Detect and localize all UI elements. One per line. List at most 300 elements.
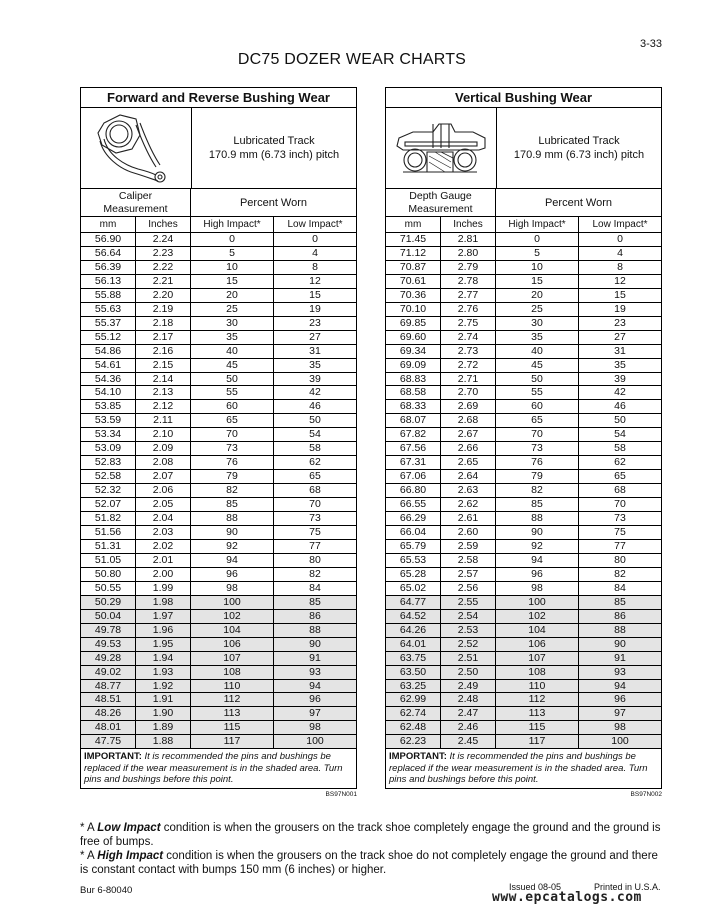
cell-inches: 2.71 xyxy=(441,373,496,386)
percent-worn-header: Percent Worn xyxy=(544,196,613,209)
cell-mm: 54.61 xyxy=(81,359,136,372)
table-row xyxy=(386,638,661,652)
cell-high-impact: 70 xyxy=(496,428,579,441)
cell-high-impact: 96 xyxy=(191,568,274,581)
footnotes xyxy=(80,821,665,877)
right-chart-panel xyxy=(385,87,662,798)
pitch-label: 170.9 mm (6.73 inch) pitch xyxy=(513,149,645,161)
cell-high-impact: 82 xyxy=(191,484,274,497)
cell-high-impact: 85 xyxy=(191,498,274,511)
cell-mm: 64.01 xyxy=(386,638,441,651)
cell-high-impact: 98 xyxy=(191,582,274,595)
table-row xyxy=(386,652,661,666)
cell-low-impact: 54 xyxy=(614,428,626,441)
caliper-on-bushing-icon xyxy=(90,111,182,185)
cell-mm: 53.09 xyxy=(81,442,136,455)
printed-location: Printed in U.S.A. xyxy=(594,882,661,892)
cell-high-impact: 60 xyxy=(496,400,579,413)
cell-low-impact: 27 xyxy=(614,330,626,343)
cell-mm: 65.79 xyxy=(386,540,441,553)
table-row xyxy=(81,596,356,610)
table-row xyxy=(81,652,356,666)
cell-high-impact: 20 xyxy=(191,289,274,302)
cell-inches: 2.17 xyxy=(136,331,191,344)
cell-mm: 48.26 xyxy=(81,707,136,720)
cell-high-impact: 112 xyxy=(496,693,579,706)
page-title: DC75 DOZER WEAR CHARTS xyxy=(237,51,467,68)
cell-low-impact: 62 xyxy=(309,456,321,469)
cell-high-impact: 55 xyxy=(496,386,579,399)
table-row xyxy=(81,526,356,540)
cell-mm: 66.29 xyxy=(386,512,441,525)
table-row xyxy=(386,554,661,568)
cell-inches: 2.10 xyxy=(136,428,191,441)
column-header-high-impact: High Impact* xyxy=(191,217,274,232)
cell-mm: 50.04 xyxy=(81,610,136,623)
cell-high-impact: 110 xyxy=(496,680,579,693)
column-header-mm: mm xyxy=(81,217,136,232)
table-row xyxy=(81,456,356,470)
cell-high-impact: 117 xyxy=(191,735,274,748)
cell-inches: 2.46 xyxy=(441,721,496,734)
cell-high-impact: 113 xyxy=(496,707,579,720)
cell-high-impact: 45 xyxy=(191,359,274,372)
cell-high-impact: 5 xyxy=(191,247,274,260)
cell-inches: 2.08 xyxy=(136,456,191,469)
cell-low-impact: 93 xyxy=(614,665,626,678)
measurement-label: Measurement xyxy=(103,203,168,215)
cell-low-impact: 100 xyxy=(306,735,324,748)
cell-low-impact: 86 xyxy=(614,609,626,622)
cell-mm: 63.75 xyxy=(386,652,441,665)
cell-high-impact: 102 xyxy=(191,610,274,623)
cell-mm: 50.29 xyxy=(81,596,136,609)
table-row xyxy=(81,345,356,359)
vertical-bushing-wear-table xyxy=(385,87,662,789)
cell-inches: 2.19 xyxy=(136,303,191,316)
cell-low-impact: 0 xyxy=(312,233,318,245)
cell-inches: 2.66 xyxy=(441,442,496,455)
cell-inches: 2.47 xyxy=(441,707,496,720)
cell-low-impact: 50 xyxy=(614,414,626,427)
cell-high-impact: 92 xyxy=(191,540,274,553)
cell-inches: 2.57 xyxy=(441,568,496,581)
cell-mm: 56.39 xyxy=(81,261,136,274)
cell-mm: 62.48 xyxy=(386,721,441,734)
cell-high-impact: 10 xyxy=(496,261,579,274)
cell-mm: 64.52 xyxy=(386,610,441,623)
cell-high-impact: 117 xyxy=(496,735,579,748)
cell-mm: 69.60 xyxy=(386,331,441,344)
table-row xyxy=(386,610,661,624)
cell-high-impact: 113 xyxy=(191,707,274,720)
cell-low-impact: 94 xyxy=(309,679,321,692)
cell-mm: 56.13 xyxy=(81,275,136,288)
table-row xyxy=(386,456,661,470)
bushing-wear-table xyxy=(80,87,357,789)
cell-mm: 70.36 xyxy=(386,289,441,302)
table-body xyxy=(386,233,661,749)
cell-low-impact: 68 xyxy=(309,484,321,497)
cell-mm: 52.58 xyxy=(81,470,136,483)
cell-inches: 2.53 xyxy=(441,624,496,637)
cell-low-impact: 98 xyxy=(614,721,626,734)
cell-mm: 51.05 xyxy=(81,554,136,567)
cell-low-impact: 62 xyxy=(614,456,626,469)
track-type-label: Lubricated Track xyxy=(538,135,620,147)
measurement-type-label: Depth Gauge xyxy=(409,190,472,202)
table-row xyxy=(81,512,356,526)
low-impact-definition: condition is when the grousers on the track shoe completely engage the ground and the ground is free of bumps. xyxy=(80,822,661,848)
cell-high-impact: 65 xyxy=(496,414,579,427)
table-row xyxy=(81,275,356,289)
cell-low-impact: 96 xyxy=(614,693,626,706)
cell-low-impact: 35 xyxy=(614,358,626,371)
cell-low-impact: 31 xyxy=(614,344,626,357)
table-row xyxy=(81,693,356,707)
table-row xyxy=(386,666,661,680)
column-header-inches: Inches xyxy=(136,217,191,232)
cell-mm: 68.83 xyxy=(386,373,441,386)
table-row xyxy=(386,289,661,303)
cell-mm: 70.10 xyxy=(386,303,441,316)
cell-low-impact: 85 xyxy=(309,595,321,608)
cell-mm: 67.31 xyxy=(386,456,441,469)
cell-inches: 2.73 xyxy=(441,345,496,358)
cell-inches: 2.56 xyxy=(441,582,496,595)
cell-low-impact: 73 xyxy=(614,512,626,525)
depth-gauge-on-track-icon xyxy=(393,118,489,178)
important-label: IMPORTANT: xyxy=(84,751,142,763)
cell-inches: 2.16 xyxy=(136,345,191,358)
column-header-inches: Inches xyxy=(441,217,496,232)
watermark: www.epcatalogs.com xyxy=(492,890,642,905)
cell-low-impact: 50 xyxy=(309,414,321,427)
table-row xyxy=(386,400,661,414)
table-row xyxy=(81,247,356,261)
cell-mm: 48.01 xyxy=(81,721,136,734)
cell-low-impact: 94 xyxy=(614,679,626,692)
table-row xyxy=(81,261,356,275)
table-row xyxy=(386,247,661,261)
column-header-low-impact: Low Impact* xyxy=(287,219,343,230)
cell-low-impact: 68 xyxy=(614,484,626,497)
cell-low-impact: 4 xyxy=(617,246,623,259)
cell-high-impact: 73 xyxy=(496,442,579,455)
cell-inches: 2.45 xyxy=(441,735,496,748)
cell-mm: 53.34 xyxy=(81,428,136,441)
table-row xyxy=(386,303,661,317)
cell-inches: 2.06 xyxy=(136,484,191,497)
column-header-low-impact: Low Impact* xyxy=(592,219,648,230)
table-row xyxy=(81,666,356,680)
cell-mm: 71.45 xyxy=(386,233,441,246)
cell-low-impact: 98 xyxy=(309,721,321,734)
cell-high-impact: 30 xyxy=(496,317,579,330)
track-type-label: Lubricated Track xyxy=(233,135,315,147)
low-impact-term: Low Impact xyxy=(97,822,161,834)
cell-low-impact: 31 xyxy=(309,344,321,357)
cell-inches: 1.93 xyxy=(136,666,191,679)
cell-low-impact: 15 xyxy=(309,288,321,301)
cell-inches: 2.04 xyxy=(136,512,191,525)
cell-low-impact: 84 xyxy=(309,581,321,594)
cell-inches: 1.90 xyxy=(136,707,191,720)
high-impact-term: High Impact xyxy=(97,850,164,862)
table-row xyxy=(81,386,356,400)
cell-inches: 2.69 xyxy=(441,400,496,413)
cell-high-impact: 82 xyxy=(496,484,579,497)
cell-mm: 47.75 xyxy=(81,735,136,748)
cell-low-impact: 90 xyxy=(309,637,321,650)
cell-low-impact: 23 xyxy=(309,316,321,329)
cell-mm: 65.53 xyxy=(386,554,441,567)
cell-inches: 2.13 xyxy=(136,386,191,399)
cell-inches: 2.03 xyxy=(136,526,191,539)
important-note xyxy=(81,749,356,788)
cell-high-impact: 15 xyxy=(191,275,274,288)
cell-high-impact: 70 xyxy=(191,428,274,441)
cell-inches: 2.61 xyxy=(441,512,496,525)
cell-inches: 2.72 xyxy=(441,359,496,372)
cell-low-impact: 8 xyxy=(312,260,318,273)
cell-inches: 2.05 xyxy=(136,498,191,511)
cell-low-impact: 80 xyxy=(614,553,626,566)
important-note xyxy=(386,749,661,788)
table-row xyxy=(386,596,661,610)
cell-high-impact: 25 xyxy=(191,303,274,316)
table-row xyxy=(81,414,356,428)
table-row xyxy=(81,359,356,373)
figure-code: BS97N001 xyxy=(325,790,357,798)
table-row xyxy=(81,303,356,317)
cell-high-impact: 100 xyxy=(191,596,274,609)
cell-low-impact: 4 xyxy=(312,246,318,259)
cell-low-impact: 73 xyxy=(309,512,321,525)
cell-mm: 69.09 xyxy=(386,359,441,372)
cell-low-impact: 19 xyxy=(309,302,321,315)
table-row xyxy=(81,624,356,638)
high-impact-definition: condition is when the grousers on the track shoe do not completely engage the ground and there is constant contact with bumps 150 mm (6 inches) or higher. xyxy=(80,850,658,876)
cell-inches: 2.64 xyxy=(441,470,496,483)
table-row xyxy=(386,707,661,721)
table-row xyxy=(81,400,356,414)
cell-low-impact: 12 xyxy=(309,274,321,287)
table-row xyxy=(81,638,356,652)
table-row xyxy=(386,470,661,484)
cell-high-impact: 108 xyxy=(496,666,579,679)
table-row xyxy=(386,680,661,694)
cell-high-impact: 10 xyxy=(191,261,274,274)
cell-mm: 51.31 xyxy=(81,540,136,553)
cell-inches: 2.21 xyxy=(136,275,191,288)
cell-high-impact: 35 xyxy=(496,331,579,344)
cell-inches: 2.20 xyxy=(136,289,191,302)
cell-inches: 2.51 xyxy=(441,652,496,665)
cell-high-impact: 76 xyxy=(496,456,579,469)
cell-low-impact: 97 xyxy=(614,707,626,720)
table-row xyxy=(386,735,661,749)
column-header-high-impact: High Impact* xyxy=(496,217,579,232)
cell-low-impact: 75 xyxy=(614,526,626,539)
cell-inches: 2.80 xyxy=(441,247,496,260)
table-row xyxy=(81,498,356,512)
table-row xyxy=(386,498,661,512)
cell-low-impact: 58 xyxy=(614,442,626,455)
figure-code: BS97N002 xyxy=(630,790,662,798)
cell-mm: 51.82 xyxy=(81,512,136,525)
cell-high-impact: 106 xyxy=(496,638,579,651)
cell-inches: 2.55 xyxy=(441,596,496,609)
cell-low-impact: 42 xyxy=(614,386,626,399)
cell-inches: 1.98 xyxy=(136,596,191,609)
cell-inches: 2.24 xyxy=(136,233,191,246)
cell-inches: 2.76 xyxy=(441,303,496,316)
cell-mm: 49.28 xyxy=(81,652,136,665)
cell-mm: 67.06 xyxy=(386,470,441,483)
cell-high-impact: 55 xyxy=(191,386,274,399)
important-label: IMPORTANT: xyxy=(389,751,447,763)
cell-inches: 1.89 xyxy=(136,721,191,734)
important-text: It is recommended the pins and bushings be replaced if the wear measurement is in the shaded area. Turn pins and bushings before this point. xyxy=(389,751,648,786)
cell-low-impact: 88 xyxy=(309,623,321,636)
table-row xyxy=(386,331,661,345)
cell-mm: 67.56 xyxy=(386,442,441,455)
cell-high-impact: 88 xyxy=(191,512,274,525)
cell-high-impact: 30 xyxy=(191,317,274,330)
table-row xyxy=(386,428,661,442)
table-row xyxy=(81,484,356,498)
cell-low-impact: 88 xyxy=(614,623,626,636)
cell-high-impact: 85 xyxy=(496,498,579,511)
cell-inches: 2.00 xyxy=(136,568,191,581)
cell-inches: 2.49 xyxy=(441,680,496,693)
table-row xyxy=(81,540,356,554)
table-caption: Vertical Bushing Wear xyxy=(386,88,661,108)
cell-mm: 62.99 xyxy=(386,693,441,706)
cell-high-impact: 0 xyxy=(496,233,579,246)
cell-mm: 56.64 xyxy=(81,247,136,260)
cell-mm: 48.51 xyxy=(81,693,136,706)
column-header-mm: mm xyxy=(386,217,441,232)
cell-mm: 55.37 xyxy=(81,317,136,330)
table-row xyxy=(81,233,356,247)
cell-low-impact: 12 xyxy=(614,274,626,287)
cell-inches: 2.07 xyxy=(136,470,191,483)
cell-mm: 54.86 xyxy=(81,345,136,358)
percent-worn-header: Percent Worn xyxy=(239,196,308,209)
cell-inches: 2.50 xyxy=(441,666,496,679)
cell-inches: 1.88 xyxy=(136,735,191,748)
cell-low-impact: 85 xyxy=(614,595,626,608)
cell-low-impact: 75 xyxy=(309,526,321,539)
cell-inches: 1.95 xyxy=(136,638,191,651)
cell-low-impact: 91 xyxy=(309,651,321,664)
table-row xyxy=(386,414,661,428)
footnote-marker: * A xyxy=(80,822,98,834)
cell-mm: 56.90 xyxy=(81,233,136,246)
cell-inches: 2.60 xyxy=(441,526,496,539)
table-row xyxy=(386,275,661,289)
cell-low-impact: 70 xyxy=(309,498,321,511)
issued-date: Issued 08-05 xyxy=(509,882,562,892)
cell-mm: 68.07 xyxy=(386,414,441,427)
pitch-label: 170.9 mm (6.73 inch) pitch xyxy=(208,149,340,161)
table-row xyxy=(386,693,661,707)
table-row xyxy=(81,582,356,596)
cell-mm: 48.77 xyxy=(81,680,136,693)
measurement-type-label: Caliper xyxy=(118,190,153,202)
high-impact-footnote xyxy=(80,849,665,877)
cell-low-impact: 39 xyxy=(309,372,321,385)
table-row xyxy=(386,484,661,498)
table-row xyxy=(386,624,661,638)
table-row xyxy=(386,568,661,582)
cell-high-impact: 104 xyxy=(191,624,274,637)
cell-low-impact: 82 xyxy=(309,567,321,580)
cell-mm: 64.26 xyxy=(386,624,441,637)
cell-high-impact: 106 xyxy=(191,638,274,651)
table-row xyxy=(81,428,356,442)
cell-mm: 70.87 xyxy=(386,261,441,274)
cell-inches: 2.75 xyxy=(441,317,496,330)
cell-low-impact: 91 xyxy=(614,651,626,664)
cell-inches: 2.48 xyxy=(441,693,496,706)
cell-high-impact: 76 xyxy=(191,456,274,469)
cell-high-impact: 104 xyxy=(496,624,579,637)
cell-inches: 1.91 xyxy=(136,693,191,706)
cell-mm: 62.23 xyxy=(386,735,441,748)
cell-high-impact: 108 xyxy=(191,666,274,679)
cell-mm: 69.85 xyxy=(386,317,441,330)
cell-mm: 64.77 xyxy=(386,596,441,609)
cell-high-impact: 90 xyxy=(191,526,274,539)
cell-low-impact: 97 xyxy=(309,707,321,720)
cell-inches: 2.02 xyxy=(136,540,191,553)
cell-low-impact: 86 xyxy=(309,609,321,622)
cell-low-impact: 65 xyxy=(614,470,626,483)
cell-inches: 1.92 xyxy=(136,680,191,693)
cell-inches: 2.81 xyxy=(441,233,496,246)
cell-low-impact: 96 xyxy=(309,693,321,706)
measurement-label: Measurement xyxy=(408,203,473,215)
table-caption: Forward and Reverse Bushing Wear xyxy=(81,88,356,108)
cell-low-impact: 100 xyxy=(611,735,629,748)
cell-high-impact: 0 xyxy=(191,233,274,246)
cell-mm: 54.36 xyxy=(81,373,136,386)
table-row xyxy=(81,610,356,624)
table-row xyxy=(81,317,356,331)
cell-low-impact: 8 xyxy=(617,260,623,273)
cell-inches: 2.78 xyxy=(441,275,496,288)
cell-low-impact: 77 xyxy=(309,539,321,552)
table-row xyxy=(386,261,661,275)
cell-inches: 2.68 xyxy=(441,414,496,427)
cell-high-impact: 115 xyxy=(496,721,579,734)
cell-low-impact: 46 xyxy=(309,400,321,413)
cell-high-impact: 107 xyxy=(191,652,274,665)
table-body xyxy=(81,233,356,749)
table-row xyxy=(81,721,356,735)
cell-low-impact: 70 xyxy=(614,498,626,511)
cell-mm: 51.56 xyxy=(81,526,136,539)
cell-mm: 55.63 xyxy=(81,303,136,316)
cell-low-impact: 77 xyxy=(614,539,626,552)
depth-gauge-illustration xyxy=(386,108,497,188)
cell-high-impact: 79 xyxy=(191,470,274,483)
cell-mm: 66.55 xyxy=(386,498,441,511)
table-row xyxy=(386,386,661,400)
